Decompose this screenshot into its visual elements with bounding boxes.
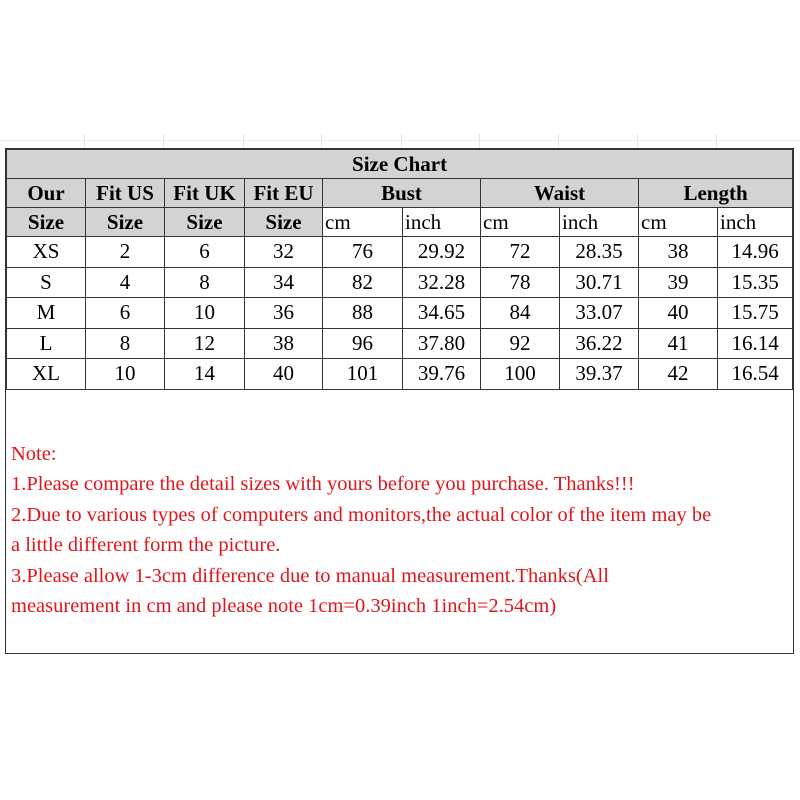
cell-bust-cm: 82 [323,267,403,298]
cell-waist-cm: 78 [481,267,560,298]
size-chart-table [6,149,793,390]
cell-size: M [7,298,86,329]
cell-uk: 12 [165,328,245,359]
cell-eu: 40 [245,359,323,390]
table-row [7,328,793,359]
header-our-size: Our [7,179,86,208]
cell-length-cm: 40 [639,298,718,329]
cell-waist-inch: 39.37 [560,359,639,390]
cell-size: S [7,267,86,298]
cell-length-inch: 15.75 [718,298,793,329]
cell-eu: 36 [245,298,323,329]
table-row [7,267,793,298]
cell-uk: 8 [165,267,245,298]
unit-length-inch: inch [718,208,793,237]
cell-bust-inch: 34.65 [403,298,481,329]
cell-us: 10 [86,359,165,390]
note-heading: Note: [11,443,57,465]
cell-waist-cm: 84 [481,298,560,329]
header-fit-uk-sub: Size [165,208,245,237]
unit-bust-cm: cm [323,208,403,237]
cell-length-cm: 41 [639,328,718,359]
cell-size: XL [7,359,86,390]
header-length: Length [639,179,793,208]
cell-length-cm: 38 [639,237,718,268]
header-fit-us: Fit US [86,179,165,208]
cell-length-inch: 14.96 [718,237,793,268]
table-row [7,237,793,268]
sheet-gridline [243,134,244,148]
cell-size: L [7,328,86,359]
cell-size: XS [7,237,86,268]
sheet-gridline [558,134,559,148]
cell-length-inch: 15.35 [718,267,793,298]
header-waist: Waist [481,179,639,208]
note-line: 1.Please compare the detail sizes with yours before you purchase. Thanks!!! [11,473,635,496]
cell-us: 2 [86,237,165,268]
cell-us: 6 [86,298,165,329]
cell-bust-cm: 96 [323,328,403,359]
unit-length-cm: cm [639,208,718,237]
note-line: 2.Due to various types of computers and monitors,the actual color of the item may be [11,503,712,526]
cell-waist-cm: 100 [481,359,560,390]
header-fit-uk: Fit UK [165,179,245,208]
cell-waist-inch: 30.71 [560,267,639,298]
chart-title: Size Chart [7,150,793,179]
header-bust: Bust [323,179,481,208]
table-row [7,298,793,329]
sheet-gridline [479,134,480,148]
cell-waist-inch: 28.35 [560,237,639,268]
header-fit-eu: Fit EU [245,179,323,208]
header-fit-us-sub: Size [86,208,165,237]
sheet-gridline [716,134,717,148]
size-chart-sheet [5,148,794,654]
unit-waist-cm: cm [481,208,560,237]
cell-length-inch: 16.54 [718,359,793,390]
note-line: a little different form the picture. [11,534,281,557]
sheet-gridline [163,134,164,148]
cell-bust-inch: 29.92 [403,237,481,268]
cell-bust-cm: 76 [323,237,403,268]
cell-uk: 6 [165,237,245,268]
cell-uk: 14 [165,359,245,390]
note-line: 3.Please allow 1-3cm difference due to manual measurement.Thanks(All [11,564,609,587]
cell-length-cm: 39 [639,267,718,298]
cell-bust-cm: 101 [323,359,403,390]
sheet-gridline [637,134,638,148]
sheet-gridline [401,134,402,148]
cell-eu: 34 [245,267,323,298]
cell-us: 4 [86,267,165,298]
cell-bust-cm: 88 [323,298,403,329]
header-fit-eu-sub: Size [245,208,323,237]
cell-bust-inch: 39.76 [403,359,481,390]
sheet-gridline [0,140,800,141]
cell-uk: 10 [165,298,245,329]
cell-eu: 32 [245,237,323,268]
note-line: measurement in cm and please note 1cm=0.39inch 1inch=2.54cm) [11,595,557,618]
unit-waist-inch: inch [560,208,639,237]
cell-waist-cm: 72 [481,237,560,268]
sheet-gridline [84,134,85,148]
unit-bust-inch: inch [403,208,481,237]
cell-waist-inch: 36.22 [560,328,639,359]
sheet-gridline [321,134,322,148]
cell-us: 8 [86,328,165,359]
cell-bust-inch: 32.28 [403,267,481,298]
cell-waist-inch: 33.07 [560,298,639,329]
cell-eu: 38 [245,328,323,359]
notes-block [11,439,791,621]
cell-length-inch: 16.14 [718,328,793,359]
table-row [7,359,793,390]
cell-length-cm: 42 [639,359,718,390]
cell-bust-inch: 37.80 [403,328,481,359]
cell-waist-cm: 92 [481,328,560,359]
header-our-size-sub: Size [7,208,86,237]
